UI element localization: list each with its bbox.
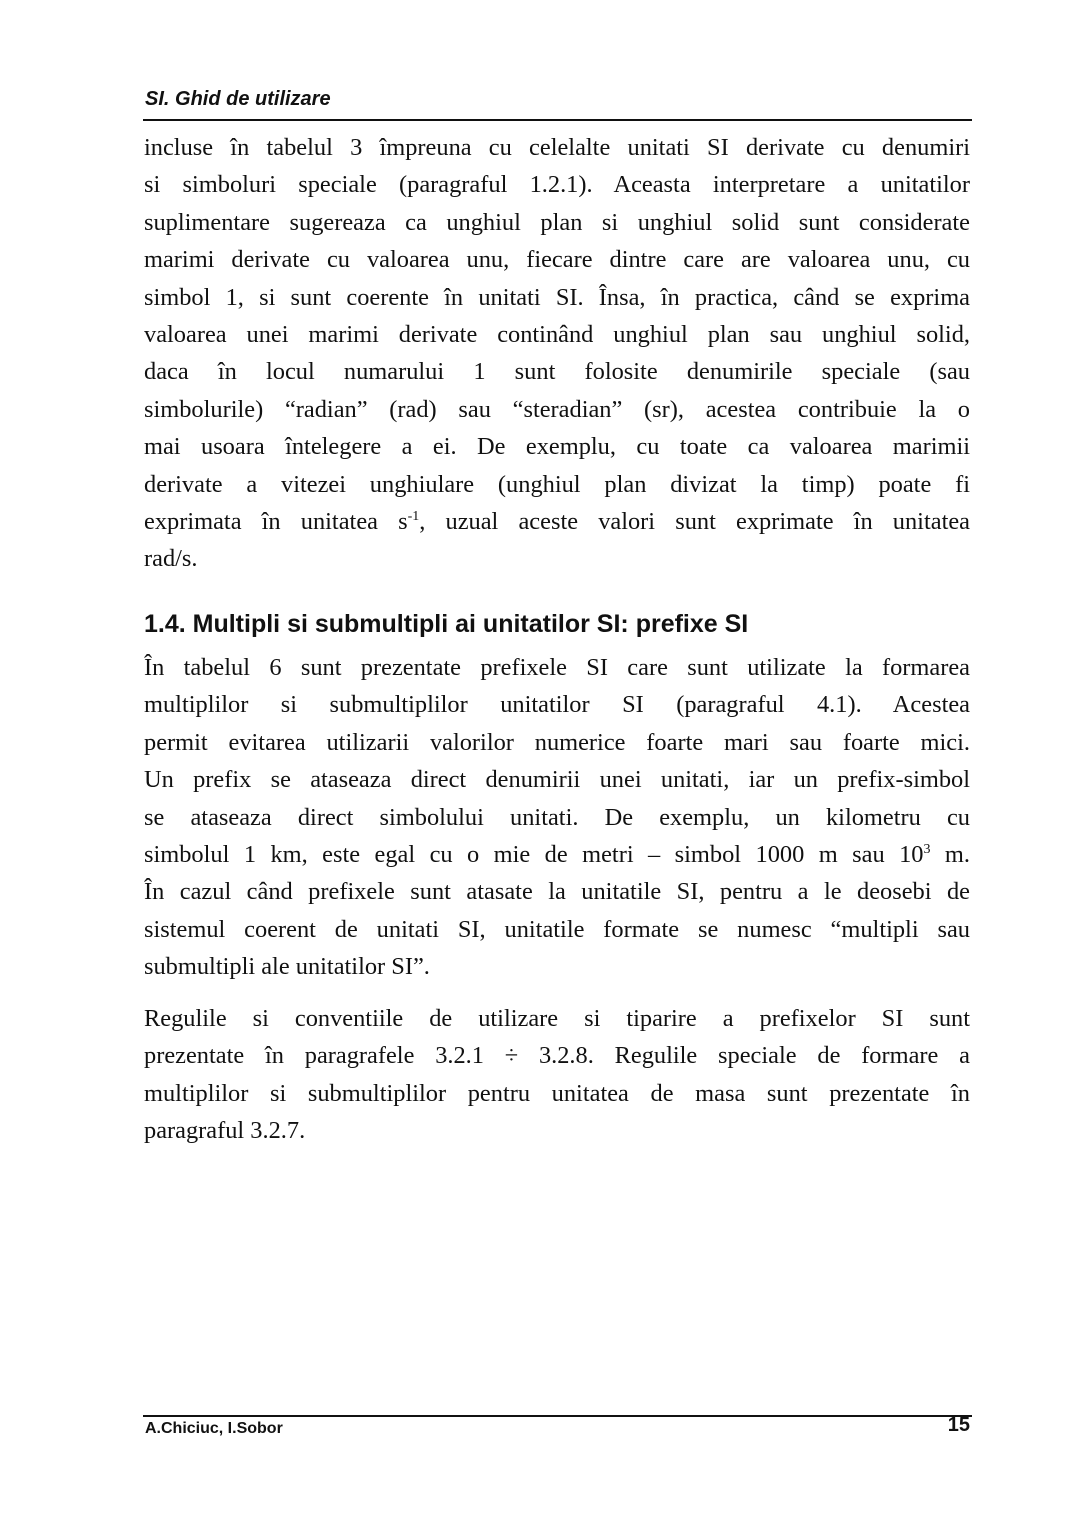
text-fragment: exprimata în unitatea s xyxy=(144,508,408,536)
text-line-with-superscript xyxy=(144,836,970,873)
text-line: permit evitarea utilizarii valorilor numerice foarte mari sau foarte mici. xyxy=(144,728,970,756)
text-line: mai usoara întelegere a ei. De exemplu, cu toate ca valoarea marimii xyxy=(144,433,970,461)
text-fragment: simbolul 1 km, este egal cu o mie de metri – simbol 1000 m sau 10 xyxy=(144,841,924,869)
section-heading: 1.4. Multipli si submultipli ai unitatilor SI: prefixe SI xyxy=(144,610,749,638)
text-line: derivate a vitezei unghiulare (unghiul plan divizat la timp) poate fi xyxy=(144,470,970,498)
text-line: prezentate în paragrafele 3.2.1 ÷ 3.2.8. Regulile speciale de formare a xyxy=(144,1042,970,1070)
text-fragment: , uzual aceste valori sunt exprimate în unitatea xyxy=(419,508,970,536)
text-line: multiplilor si submultiplilor pentru unitatea de masa sunt prezentate în xyxy=(144,1079,970,1107)
text-line-with-superscript xyxy=(144,503,970,540)
text-line: rad/s. xyxy=(144,545,198,573)
text-line: suplimentare sugereaza ca unghiul plan si unghiul solid sunt considerate xyxy=(144,208,970,236)
page-header-title: SI. Ghid de utilizare xyxy=(145,88,331,110)
paragraph-3 xyxy=(144,1000,970,1150)
text-line: Regulile si conventiile de utilizare si tiparire a prefixelor SI sunt xyxy=(144,1005,970,1032)
text-line: se ataseaza direct simbolului unitati. De exemplu, un kilometru cu xyxy=(144,803,970,831)
text-line: paragraful 3.2.7. xyxy=(144,1117,306,1145)
text-line: daca în locul numarului 1 sunt folosite denumirile speciale (sau xyxy=(144,358,970,386)
text-line: marimi derivate cu valoarea unu, fiecare dintre care are valoarea unu, cu xyxy=(144,246,970,274)
footer-authors: A.Chiciuc, I.Sobor xyxy=(145,1420,283,1437)
text-line: incluse în tabelul 3 împreuna cu celelalte unitati SI derivate cu denumiri xyxy=(144,134,970,161)
text-line: multiplilor si submultiplilor unitatilor SI (paragraful 4.1). Acestea xyxy=(144,691,970,719)
header-divider xyxy=(143,119,972,121)
paragraph-1 xyxy=(144,129,970,578)
superscript: -1 xyxy=(407,509,420,525)
text-line: simbolurile) “radian” (rad) sau “steradian” (sr), acestea contribuie la o xyxy=(144,395,970,423)
text-line: valoarea unei marimi derivate continând unghiul plan sau unghiul solid, xyxy=(144,321,970,349)
text-line: În cazul când prefixele sunt atasate la unitatile SI, pentru a le deosebi de xyxy=(144,878,970,906)
text-line: În tabelul 6 sunt prezentate prefixele SI care sunt utilizate la formarea xyxy=(144,654,970,681)
text-line: Un prefix se ataseaza direct denumirii unei unitati, iar un prefix-simbol xyxy=(144,766,970,794)
text-line: simbol 1, si sunt coerente în unitati SI. Însa, în practica, când se exprima xyxy=(144,283,970,311)
footer-divider xyxy=(143,1415,972,1417)
text-fragment: m. xyxy=(930,841,970,869)
page-number: 15 xyxy=(947,1414,970,1436)
text-line: si simboluri speciale (paragraful 1.2.1). Aceasta interpretare a unitatilor xyxy=(144,171,970,199)
text-line: submultipli ale unitatilor SI”. xyxy=(144,953,430,981)
paragraph-2 xyxy=(144,649,970,986)
text-line: sistemul coerent de unitati SI, unitatile formate se numesc “multipli sau xyxy=(144,915,970,943)
superscript: 3 xyxy=(923,842,931,858)
